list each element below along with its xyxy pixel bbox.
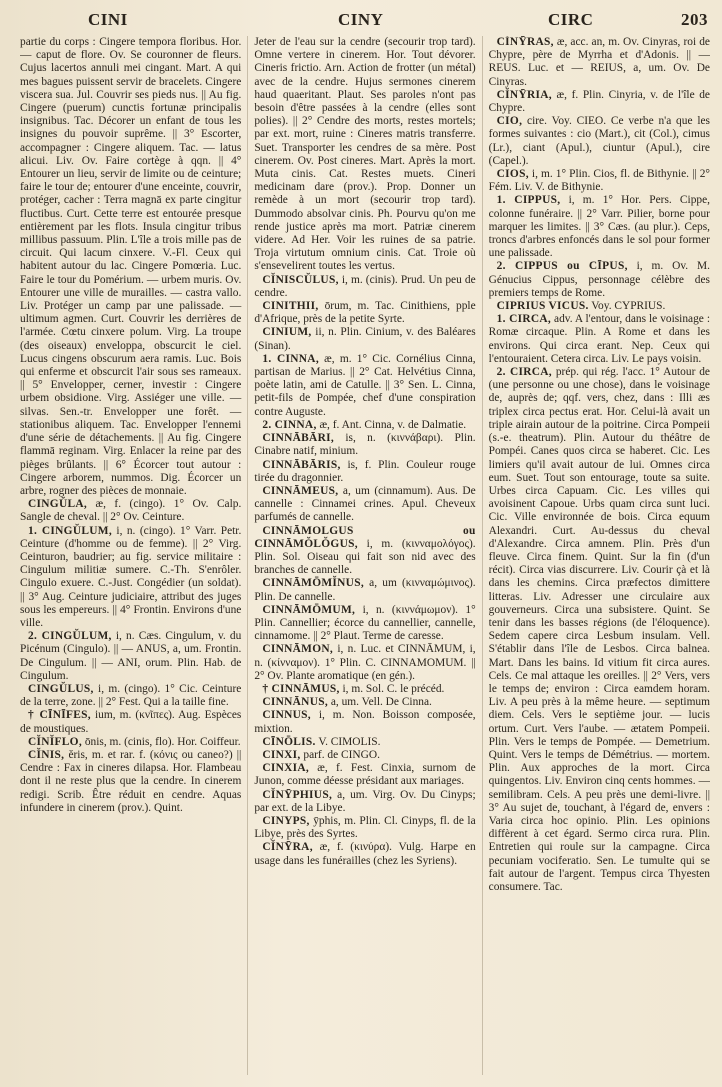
entry-text: parf. de CINGO. — [300, 748, 380, 761]
dictionary-entry — [254, 604, 475, 644]
dictionary-entry — [20, 709, 241, 735]
dictionary-entry — [489, 89, 710, 115]
entry-text: partie du corps : Cingere tempora floribus. Hor. — caput de flore. Ov. Se couronner de fleurs. Cujus lacertos annuli mei cingant. Mart. A qui mes bagues puissent servir de bracelets. Cingere viscera sua. Jul. Couvrir ses pieds nus. || Au fig. Cingere (puerum) cunctis fortunæ principalis insignibus. Tac. Décorer un enfant de tous les insignes du pouvoir suprême. || 3° Escorter, accompagner : Cingere aliquem. Tac. — latus alicui. Liv. Ov. Faire cortège à qqn. || 4° Entourer un lieu, servir de limite ou de ceinture; faire le tour de; entourer d'une enceinte, couvrir, protéger, cacher : Terra magnā ex parte cingitur fluctibus. Curt. Cette terre est entourée presque entièrement par les flots. Insula cingitur tribus millibus passuum. Plin. L'île a trois mille pas de circuit. Qui lacum cinxere. V.-Fl. Ceux qui habitent autour du lac. Cingere Pomœria. Luc. Faire le tour du Pomérium. — urbem muris. Ov. Entourer une ville de murailles. — castra vallo. Liv. Protéger un camp par une palissade. — ultimum agmen. Curt. Couvrir les derrières de l'armée. Cœtu cinxere polum. Virg. La troupe (des oiseaux) enveloppa, obscurcit le ciel. Lucus cingens obscurum aera ramis. Luc. Bois qui enferme et obscurcit l'air sous ses rameaux. || 5° Envelopper, cerner, investir : Cingere urbem obsidione. Virg. Assiéger une ville. — silvas. Sen.-tr. Envelopper une forêt. — stationibus aliquem. Tac. Envelopper l'ennemi d'une série de détachements. || Au fig. Cingere flammā reginam. Virg. Enlacer la reine par des pièges brûlants. || 6° Écorcer tout autour : Cingere arborem, nummos. Dig. Écorcer un arbre, rogner des pièces de monnaie. — [20, 36, 242, 497]
entry-headword: CĬNIS, — [28, 748, 65, 761]
entry-headword: CINNUS, — [262, 709, 311, 722]
dictionary-entry — [254, 736, 475, 749]
dictionary-entry — [254, 459, 475, 485]
entry-headword: 1. CINGŬLUM, — [28, 524, 112, 537]
entry-text: ōnis, m. (cinis, flo). Hor. Coiffeur. — [81, 735, 241, 748]
entry-text: ii, n. Plin. Cinium, v. des Baléares (Sinan). — [254, 326, 476, 352]
dictionary-entry — [254, 841, 475, 867]
entry-text: i, m. (cinis). Prud. Un peu de cendre. — [254, 273, 476, 299]
entry-text: æ, f. Fest. Cinxia, surnom de Junon, comme déesse présidant aux mariages. — [254, 762, 476, 788]
entry-text: ium, m. (κνῖπες). Aug. Espèces de moustiques. — [20, 709, 242, 735]
dictionary-entry — [254, 762, 475, 788]
dictionary-entry — [20, 749, 241, 815]
dictionary-entry — [489, 168, 710, 194]
dictionary-entry — [489, 115, 710, 168]
entry-text: i, m. 1° Plin. Cios, fl. de Bithynie. || 2° Fém. Liv. V. de Bithynie. — [488, 168, 710, 194]
dictionary-entry — [20, 36, 241, 498]
right-guide-word: CIRC — [548, 10, 594, 29]
dictionary-entry — [254, 577, 475, 603]
dictionary-entry — [489, 313, 710, 366]
dictionary-entry — [489, 36, 710, 89]
entry-text: prép. qui rég. l'acc. 1° Autour de (une personne ou une chose), dans le voisinage de, auprès de; qqf. vers, chez, dans : Illi æs triplex circa pectus erat. Hor. Celui-là avait un triple airain autour de la poitrine. Circa Pompeii (s.-e. theatrum). Plin. Autour du théâtre de Pompéi. Canes quos circa se haberet. Cic. Les limiers qu'il avait autour de lui. Omnes circa eum. Suet. Tout son entourage, toute sa suite. Urbes circa Capuam. Cic. Les villes qui avoisinent Capoue. Urbs quam circa sunt luci. Cic. Ville environnée de bois. Circa equum Alexandri. Curt. Au-dessus du cheval d'Alexandre. Circa amnem. Plin. Près d'un fleuve. Circa finem. Quint. Sur la fin (d'un récit). Circa vias discurrere. Liv. Courir çà et là dans les chemins. Circa præfectos dimittere litteras. Liv. Adresser une circulaire aux gouverneurs. Circa una subsistere. Quint. Se tenir dans les basses régions (de l'éloquence). Sedem capere circa Lesbum insulam. Vell. S'établir dans l'île de Lesbos. Circa balnea. Mart. Dans les bains. Id vitium fit circa aures. Cels. Ce mal attaque les oreilles. || 2° Vers, vers le temps de; environ : Circa eamdem horam. Liv. A peu près à la même heure. — septimum diem. Cels. Vers le septième jour. — lucis ortum. Curt. Vers l'aube. — ætatem Pompeii. Plin. Vers le temps de Pompée. — Demetrium. Quint. Vers le temps de Démétrius. — mortem. Plin. Aux approches de la mort. Circa quingentos. Liv. Environ cinq cents hommes. — semilibram. Cels. A peu près une demi-livre. || 3° Au sujet de, touchant, à l'égard de, envers : Varia circa hoc opinio. Plin. Les opinions diffèrent à cet égard. Sermo circa rura. Plin. Entretien qui roule sur la campagne. Circa pecuniam vociferatio. Sen. Le tumulte qui se fait autour de l'argent. Tempus circa Thyesten consumere. Tac. — [488, 366, 710, 893]
column-3 — [489, 36, 710, 1075]
entry-headword: CINGŬLA, — [28, 498, 88, 511]
entry-headword: CINNĀMŌMĬNUS, — [262, 577, 364, 590]
entry-headword: CINITHII, — [262, 300, 319, 313]
dictionary-entry — [254, 326, 475, 352]
entry-headword: 2. CIPPUS ou CĪPUS, — [496, 260, 628, 273]
entry-text: i, m. (cingo). 1° Cic. Ceinture de la terre, zone. || 2° Fest. Qui a la taille fine. — [20, 682, 242, 709]
dictionary-entry — [254, 683, 475, 696]
entry-headword: CINNĀBĀRIS, — [262, 458, 341, 471]
dictionary-entry — [20, 683, 241, 709]
dictionary-entry — [20, 498, 241, 524]
dictionary-entry — [254, 789, 475, 815]
entry-text: i, n. Luc. et CINNĀMUM, i, n. (κίνναμον). 1° Plin. C. CINNAMOMUM. || 2° Ov. Plante aromatique (en gén.). — [254, 643, 476, 682]
entry-text: a, um (cinnamum). Aus. De cannelle : Cinnamei crines. Apul. Cheveux parfumés de cannelle. — [254, 484, 476, 524]
entry-headword: 2. CIRCA, — [496, 366, 552, 379]
entry-headword: CINNĀBĀRI, — [262, 432, 334, 445]
entry-text: æ, f. (cingo). 1° Ov. Calp. Sangle de cheval. || 2° Ov. Ceinture. — [20, 498, 242, 524]
entry-text: a, um. Virg. Ov. Du Cinyps; par ext. de la Libye. — [254, 788, 476, 814]
entry-headword: CIPRIUS VICUS. — [496, 300, 589, 313]
entry-headword: 1. CIPPUS, — [496, 194, 561, 207]
dictionary-entry — [254, 36, 475, 274]
dictionary-entry — [254, 432, 475, 458]
entry-text: æ, m. 1° Cic. Cornélius Cinna, partisan de Marius. || 2° Cat. Helvétius Cinna, poète latin, ami de Catulle. || 3° Sen. L. Cinna, petit-fils de Pompée, chef d'une conspiration contre Auguste. — [254, 352, 476, 418]
text-columns — [20, 36, 710, 1075]
entry-text: adv. A l'entour, dans le voisinage : Romæ circaque. Plin. A Rome et dans les environs. Qui circa erant. Nep. Ceux qui l'entouraient. Cetera circa. Liv. Le pays voisin. — [488, 313, 710, 365]
entry-headword: CINNĀNUS, — [262, 696, 328, 709]
entry-text: æ, f. Plin. Cinyria, v. de l'île de Chypre. — [488, 88, 710, 115]
entry-headword: CINXIA, — [262, 762, 310, 775]
entry-text: i, m. Sol. C. le précéd. — [339, 682, 445, 695]
dictionary-entry — [254, 485, 475, 525]
entry-headword: 2. CINGŬLUM, — [28, 630, 112, 643]
dictionary-entry — [254, 749, 475, 762]
entry-text: ĕris, m. et rar. f. (κόνις ou caneo?) || Cendre : Fax in cineres dilapsa. Hor. Flambeau dont il ne reste plus que la cendre. In cinerem redigi. Scrib. Être réduit en cendre. Aquas infundere in cinerem (prov.). Quint. — [20, 748, 242, 814]
entry-text: V. CIMOLIS. — [315, 735, 381, 748]
dictionary-entry — [254, 419, 475, 432]
entry-headword: † CĪNĪFES, — [28, 709, 91, 722]
entry-text: a, um (κινναμώμινος). Plin. De cannelle. — [254, 577, 476, 603]
entry-text: cire. Voy. CIEO. Ce verbe n'a que les formes suivantes : cio (Mart.), cit (Col.), cimus (Lr.), ciant (Apul.), ciuntur (Apul.), cire (Capel.). — [488, 115, 710, 167]
entry-text: æ, acc. an, m. Ov. Cinyras, roi de Chypre, père de Myrrha et d'Adonis. || — REUS. Luc. et — REIUS, a, um. Ov. De Cinyras. — [488, 36, 710, 88]
entry-text: i, n. (cingo). 1° Varr. Petr. Ceinture (d'homme ou de femme). || 2° Virg. Ceinturon, baudrier; au fig. service militaire : Cingulum militiæ sumere. C.-Th. S'enrôler. Cingulo exuere. C.-Just. Congédier (un soldat). || 3° Aug. Ceinture judiciaire, attribut des juges sous les empereurs. || 4° Frontin. Environs d'une ville. — [20, 524, 242, 629]
left-guide-word: CINI — [88, 10, 128, 29]
entry-headword: CĬNȲRAS, — [496, 36, 554, 48]
entry-headword: CINNĀMEUS, — [262, 484, 339, 497]
entry-text: Jeter de l'eau sur la cendre (secourir trop tard). Omne vertere in cinerem. Hor. Tout dévorer. Cineris frictio. Arn. Action de frotter (un métal) avec de la cendre. Hujus sermones cinerem haud quaeritant. Plaut. Ses paroles n'ont pas besoin d'être passées à la cendre (elles sont polies). || 2° Cendre des morts, restes mortels; par ext. mort, ruine : Cineres matris transferre. Suet. Transporter les cendres de sa mère. Post cinerem. Ov. Post cineres. Mart. Après la mort. Muta cinis. Cat. Restes muets. Cineri medicinam dare (prov.). Prop. Donner un remède à un mort (secourir trop tard). Dummodo absolvar cinis. Ph. Pourvu qu'on me rende justice après ma mort. Patriæ cinerem videre. Ad Her. Voir les ruines de sa patrie. Troja virtutum omnium cinis. Cat. Troie où s'ensevelirent toutes les vertus. — [254, 36, 476, 273]
entry-text: æ, f. (κινύρα). Vulg. Harpe en usage dans les funérailles (chez les Syriens). — [254, 841, 476, 867]
center-guide-word: CINY — [338, 10, 384, 29]
entry-headword: CINNĀMON, — [262, 643, 334, 656]
entry-headword: 1. CINNA, — [262, 352, 319, 365]
entry-text: i, m. Ov. M. Génucius Cippus, personnage célèbre des premiers temps de Rome. — [488, 260, 710, 299]
entry-headword: CINYPS, — [262, 814, 310, 827]
entry-headword: CINIUM, — [262, 326, 312, 339]
dictionary-entry — [489, 260, 710, 300]
entry-text: ōrum, m. Tac. Cinithiens, pple d'Afrique, près de la petite Syrte. — [254, 300, 476, 326]
entry-headword: CĬNISCŬLUS, — [262, 273, 339, 286]
dictionary-entry — [254, 353, 475, 419]
page-number: 203 — [681, 10, 708, 29]
entry-headword: CIOS, — [496, 168, 529, 181]
dictionary-entry — [254, 274, 475, 300]
dictionary-entry — [20, 736, 241, 749]
column-2 — [254, 36, 482, 1075]
dictionary-entry — [254, 525, 475, 578]
entry-headword: CINNĀMŌMUM, — [262, 603, 356, 616]
dictionary-entry — [254, 643, 475, 683]
entry-headword: CĬNȲRIA, — [496, 88, 552, 101]
entry-headword: CINXI, — [262, 748, 301, 761]
entry-text: is, f. Plin. Couleur rouge tirée du dragonnier. — [254, 458, 476, 484]
entry-text: a, um. Vell. De Cinna. — [328, 696, 432, 709]
dictionary-entry — [489, 366, 710, 894]
dictionary-entry — [20, 525, 241, 631]
dictionary-entry — [489, 194, 710, 260]
entry-headword: 2. CINNA, — [262, 418, 317, 431]
column-1 — [20, 36, 248, 1075]
entry-text: ȳphis, m. Plin. Cl. Cinyps, fl. de la Libye, près des Syrtes. — [254, 814, 476, 841]
entry-headword: 1. CIRCA, — [496, 313, 552, 326]
dictionary-entry — [254, 709, 475, 735]
dictionary-entry — [489, 300, 710, 313]
entry-headword: † CINNĀMUS, — [262, 682, 340, 695]
entry-text: i, m. Non. Boisson composée, mixtion. — [254, 709, 476, 735]
entry-text: i, n. (κιννάμωμον). 1° Plin. Cannellier; écorce du cannellier, cannelle, cinnamome. || 2° Plaut. Terme de caresse. — [254, 603, 476, 643]
dictionary-entry — [20, 630, 241, 683]
dictionary-entry — [254, 300, 475, 326]
entry-text: Voy. CYPRIUS. — [588, 300, 666, 313]
entry-headword: CĪNŌLIS. — [262, 735, 316, 748]
entry-text: is, n. (κιννάβαρι). Plin. Cinabre natif, minium. — [254, 432, 476, 458]
dictionary-entry — [254, 815, 475, 841]
entry-text: æ, f. Ant. Cinna, v. de Dalmatie. — [316, 418, 467, 431]
entry-text: i, m. (κινναμολόγος). Plin. Sol. Oiseau qui fait son nid avec des branches de cannelle. — [254, 537, 476, 577]
entry-headword: CĬNĬFLO, — [28, 735, 82, 748]
entry-headword: CĬNȲPHIUS, — [262, 788, 333, 801]
entry-headword: CĬNȲRA, — [262, 841, 313, 854]
dictionary-entry — [254, 696, 475, 709]
entry-text: i, m. 1° Hor. Pers. Cippe, colonne funéraire. || 2° Varr. Pilier, borne pour marquer les limites. || 3° Cæs. (au plur.). Ceps, troncs d'arbres enfoncés dans le sol pour former une palissade. — [488, 194, 710, 260]
page-header — [18, 10, 708, 34]
entry-headword: CINNĀMOLGUS ou CINNĀMŎLŎGUS, — [254, 524, 476, 550]
entry-headword: CIO, — [496, 115, 523, 128]
entry-headword: CINGŬLUS, — [28, 682, 94, 695]
entry-text: i, n. Cæs. Cingulum, v. du Picénum (Cingulo). || — ANUS, a, um. Frontin. De Cingulum. || — ANI, orum. Plin. Hab. de Cingulum. — [20, 630, 242, 682]
